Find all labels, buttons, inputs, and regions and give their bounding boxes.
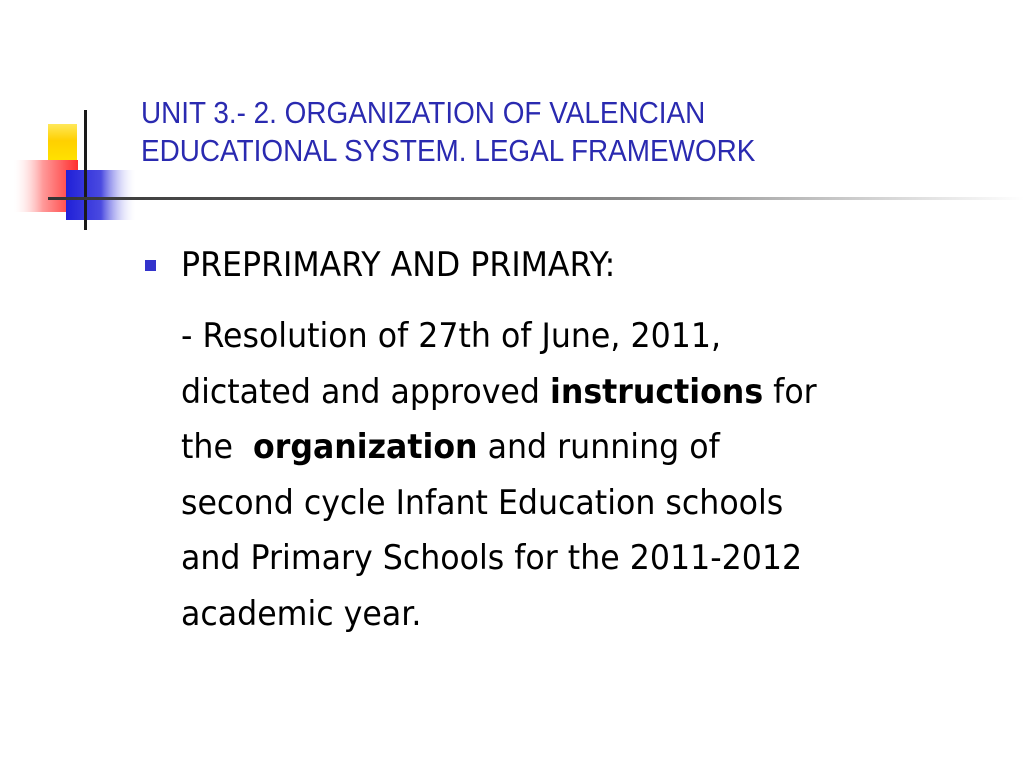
title-line-1: UNIT 3.- 2. ORGANIZATION OF VALENCIAN <box>141 95 706 130</box>
resolution-paragraph <box>181 309 1021 642</box>
line3-text-pre: the <box>181 427 254 467</box>
line3-text-post: and running of <box>477 427 720 467</box>
deco-yellow-square <box>48 124 77 166</box>
deco-blue-square <box>66 170 136 220</box>
paragraph-line-3 <box>181 420 962 476</box>
paragraph-line-2 <box>181 365 962 421</box>
bold-organization: organization <box>253 427 478 467</box>
bullet-heading: PREPRIMARY AND PRIMARY: <box>181 245 616 285</box>
paragraph-line-1: - Resolution of 27th of June, 2011, <box>181 316 721 356</box>
slide-body <box>145 238 1005 634</box>
deco-horizontal-line <box>48 197 1024 200</box>
slide-title <box>141 94 1001 170</box>
paragraph-line-6: academic year. <box>181 593 422 634</box>
bold-instructions: instructions <box>549 371 764 412</box>
line2-text-pre: dictated and approved <box>181 371 550 412</box>
square-bullet-icon <box>145 260 156 271</box>
paragraph-line-5: and Primary Schools for the 2011-2012 <box>181 538 803 578</box>
paragraph-line-4: second cycle Infant Education schools <box>181 482 784 523</box>
title-line-2: EDUCATIONAL SYSTEM. LEGAL FRAMEWORK <box>141 133 756 168</box>
line2-text-post: for <box>763 371 817 412</box>
bullet-item <box>145 238 1005 290</box>
deco-vertical-line <box>84 110 87 230</box>
